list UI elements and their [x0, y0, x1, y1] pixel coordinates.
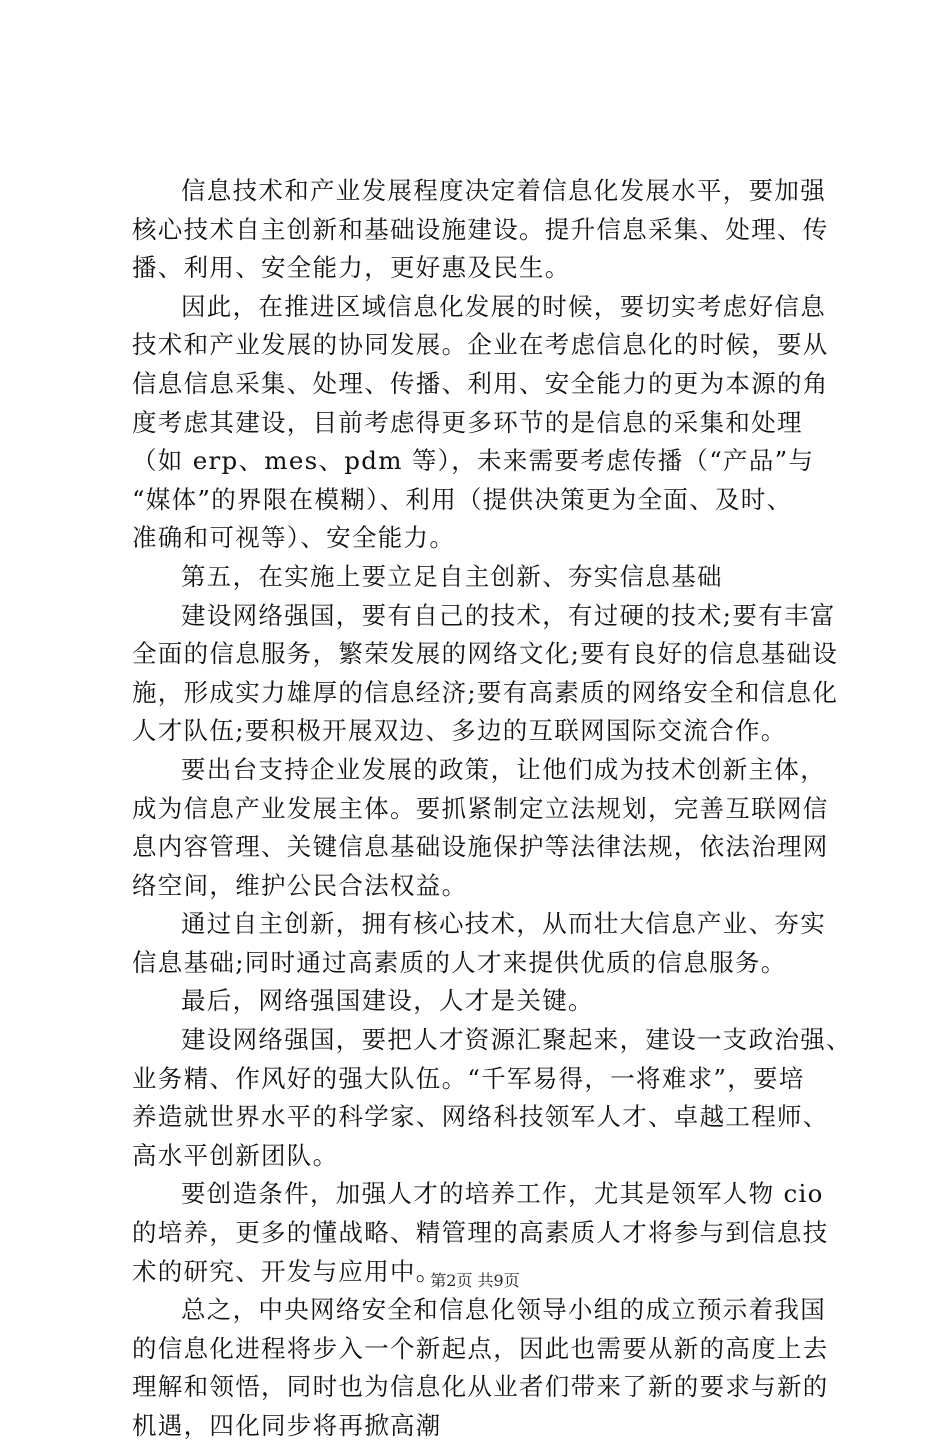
text-line: 机遇，四化同步将再掀高潮 [132, 1411, 442, 1440]
text-line: 要创造条件，加强人才的培养工作，尤其是领军人物 cio [181, 1179, 824, 1209]
text-line: 准确和可视等）、安全能力。 [132, 523, 456, 553]
text-line: 术的研究、开发与应用中。 [132, 1256, 442, 1286]
text-line: 施，形成实力雄厚的信息经济;要有高素质的网络安全和信息化 [132, 677, 839, 707]
text-line: 养造就世界水平的科学家、网络科技领军人才、卓越工程师、 [132, 1102, 829, 1132]
text-line: 成为信息产业发展主体。要抓紧制定立法规划，完善互联网信 [132, 793, 829, 823]
text-line: 总之，中央网络安全和信息化领导小组的成立预示着我国 [181, 1295, 826, 1325]
text-line: 息内容管理、关键信息基础设施保护等法律法规，依法治理网 [132, 832, 829, 862]
document-body [132, 172, 852, 1446]
text-line: 建设网络强国，要把人才资源汇聚起来，建设一支政治强、 [181, 1025, 852, 1055]
text-line: “媒体”的界限在模糊）、利用（提供决策更为全面、及时、 [132, 484, 793, 514]
text-line: 人才队伍;要积极开展双边、多边的互联网国际交流合作。 [132, 716, 787, 746]
text-line: 理解和领悟，同时也为信息化从业者们带来了新的要求与新的 [132, 1372, 829, 1402]
text-line: 技术和产业发展的协同发展。企业在考虑信息化的时候，要从 [132, 330, 829, 360]
text-line: 高水平创新团队。 [132, 1140, 339, 1170]
text-line: 全面的信息服务，繁荣发展的网络文化;要有良好的信息基础设 [132, 639, 839, 669]
text-line: 的信息化进程将步入一个新起点，因此也需要从新的高度上去 [132, 1333, 829, 1363]
text-line: 建设网络强国，要有自己的技术，有过硬的技术;要有丰富 [181, 600, 836, 630]
text-line: （如 erp、mes、pdm 等），未来需要考虑传播（“产品”与 [132, 446, 815, 476]
text-line: 要出台支持企业发展的政策，让他们成为技术创新主体， [181, 754, 826, 784]
text-line: 度考虑其建设，目前考虑得更多环节的是信息的采集和处理 [132, 407, 803, 437]
text-line: 播、利用、安全能力，更好惠及民生。 [132, 253, 571, 283]
text-line: 信息技术和产业发展程度决定着信息化发展水平，要加强 [181, 176, 826, 205]
text-line: 信息基础;同时通过高素质的人才来提供优质的信息服务。 [132, 947, 787, 977]
text-line: 最后，网络强国建设，人才是关键。 [181, 986, 594, 1016]
text-line: 因此，在推进区域信息化发展的时候，要切实考虑好信息 [181, 291, 826, 321]
text-line: 络空间，维护公民合法权益。 [132, 870, 468, 900]
text-line: 核心技术自主创新和基础设施建设。提升信息采集、处理、传 [132, 214, 829, 244]
text-line: 信息信息采集、处理、传播、利用、安全能力的更为本源的角 [132, 368, 829, 398]
text-line: 业务精、作风好的强大队伍。“千军易得，一将难求”，要培 [132, 1063, 805, 1093]
text-line: 的培养，更多的懂战略、精管理的高素质人才将参与到信息技 [132, 1218, 829, 1248]
text-line: 第五，在实施上要立足自主创新、夯实信息基础 [181, 561, 723, 591]
page-footer: 第2页 共9页 [430, 1271, 520, 1290]
text-line: 通过自主创新，拥有核心技术，从而壮大信息产业、夯实 [181, 909, 826, 939]
